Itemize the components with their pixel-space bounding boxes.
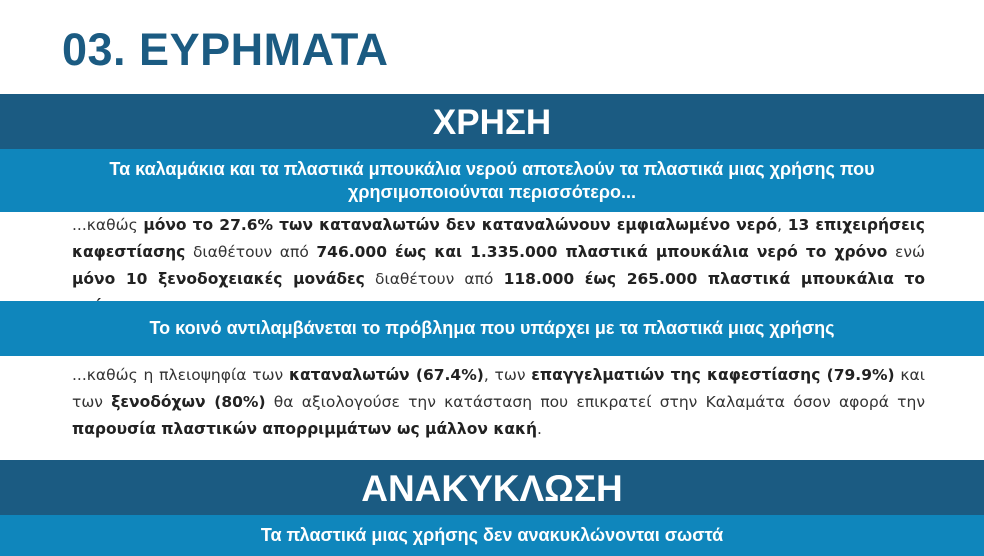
text-run: διαθέτουν από [364, 270, 504, 288]
emphasis-run: 746.000 έως και 1.335.000 πλαστικά μπουκάλια νερό το χρόνο [316, 243, 888, 261]
text-run: . [537, 420, 542, 438]
text-run: και των [72, 366, 925, 411]
finding-band-public-perception [0, 301, 984, 356]
emphasis-run: 118.000 έως 265.000 πλαστικά μπουκάλια το [503, 270, 926, 288]
emphasis-run: παρουσία πλαστικών απορριμμάτων ως μάλλον κακή [72, 420, 538, 438]
text-run: , [777, 216, 788, 234]
text-run: θα αξιολογούσε την κατάσταση που επικρατεί στην Καλαμάτα όσον αφορά την [265, 393, 925, 411]
emphasis-run: ξενοδόχων (80%) [111, 393, 266, 411]
section-header-label: ΑΝΑΚΥΚΛΩΣΗ [361, 468, 623, 509]
emphasis-run: μόνο 10 ξενοδοχειακές μονάδες [72, 270, 365, 288]
section-header-label: ΧΡΗΣΗ [432, 103, 552, 142]
finding-band-most-used [0, 149, 984, 212]
text-run: διαθέτουν από [185, 243, 317, 261]
section-header-anakyklosi [0, 460, 984, 515]
finding-band-recycling [0, 515, 984, 556]
finding-band-label: Τα καλαμάκια και τα πλαστικά μπουκάλια νερού αποτελούν τα πλαστικά μιας χρήσης που χρησιμοποιούνται περισσότερο... [109, 158, 875, 202]
emphasis-run: καταναλωτών (67.4%) [289, 366, 484, 384]
text-run: , των [483, 366, 532, 384]
text-run: ...καθώς η πλειοψηφία των [72, 366, 289, 384]
finding-band-label: Το κοινό αντιλαμβάνεται το πρόβλημα που υπάρχει με τα πλαστικά μιας χρήσης [149, 318, 835, 338]
text-run: ενώ [887, 243, 926, 261]
emphasis-run: μόνο το 27.6% των καταναλωτών δεν καταναλώνουν εμφιαλωμένο νερό [143, 216, 778, 234]
section-header-xrisi [0, 94, 984, 149]
emphasis-run: 13 επιχειρήσεις καφεστίασης [72, 216, 925, 261]
finding-band-label: Τα πλαστικά μιας χρήσης δεν ανακυκλώνονται σωστά [260, 525, 724, 545]
emphasis-run: επαγγελματιών της καφεστίασης (79.9%) [531, 366, 895, 384]
finding-detail-paragraph-perception [72, 362, 925, 443]
page-title: 03. ΕΥΡΗΜΑΤΑ [62, 24, 389, 75]
text-run: ...καθώς [72, 216, 144, 234]
